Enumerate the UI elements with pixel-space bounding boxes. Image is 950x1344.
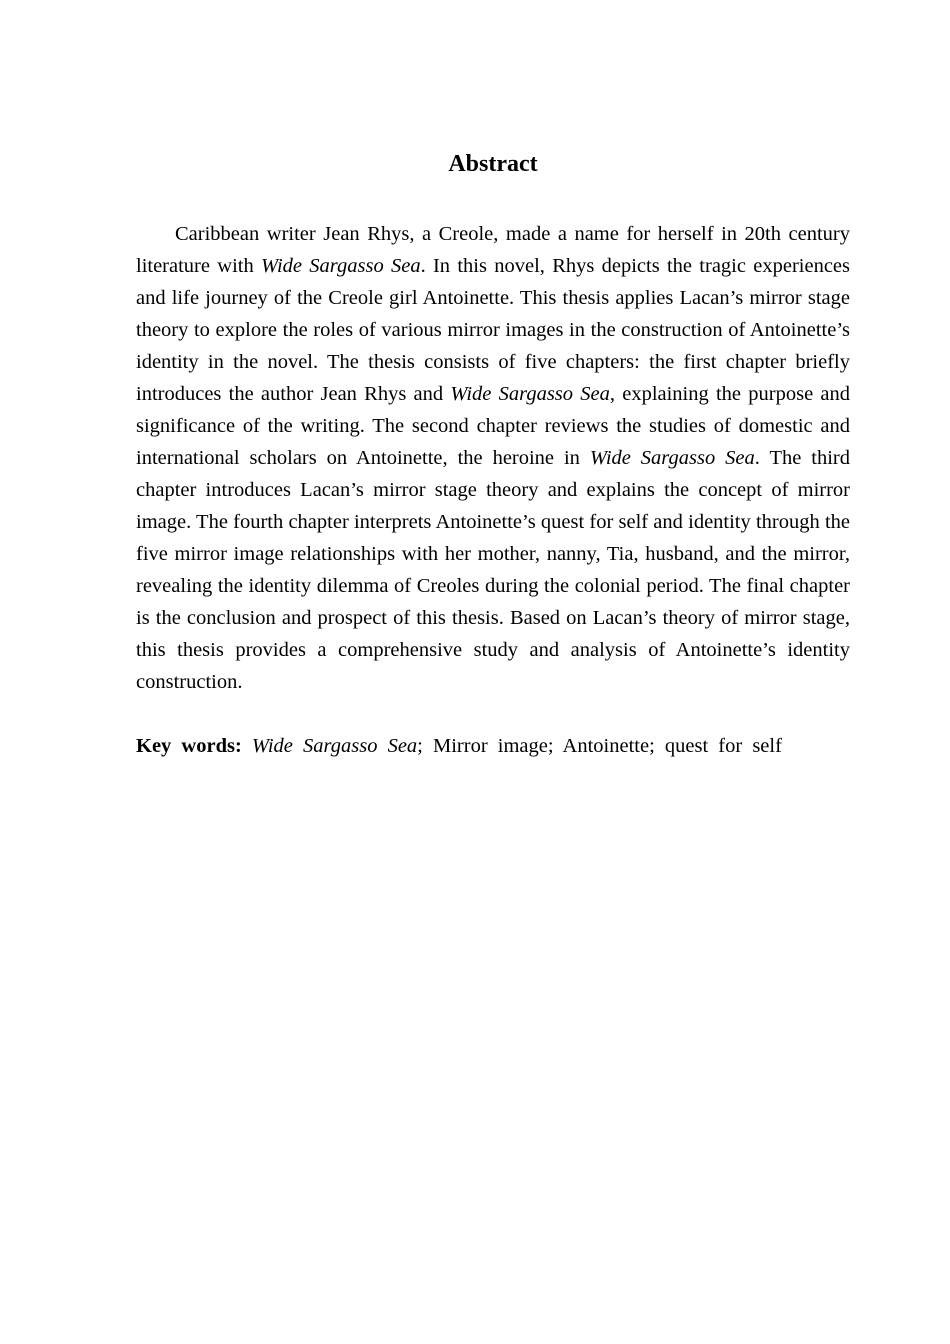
abstract-paragraph	[136, 218, 850, 698]
abstract-text-segment-3: , explaining the purpose and significance of the writing. The second chapter reviews the studies of domestic and international scholars on Antoinette, the heroine in	[136, 383, 850, 469]
abstract-title: Abstract	[448, 151, 538, 177]
abstract-text-segment-1: Caribbean writer Jean Rhys, a Creole, made a name for herself in 20th century literature with	[136, 223, 850, 277]
novel-title-1: Wide Sargasso Sea	[261, 255, 421, 277]
novel-title-3: Wide Sargasso Sea	[589, 447, 755, 469]
keywords-line	[136, 730, 850, 762]
keyword-novel-title: Wide Sargasso Sea	[251, 735, 418, 757]
keywords-rest: ; Mirror image; Antoinette; quest for self	[417, 735, 782, 757]
abstract-page	[136, 146, 850, 762]
abstract-text-segment-2: . In this novel, Rhys depicts the tragic experiences and life journey of the Creole girl Antoinette. This thesis applies Lacan’s mirror stage theory to explore the roles of various mirror images in the construction of Antoinette’s identity in the novel. The thesis consists of five chapters: the first chapter briefly introduces the author Jean Rhys and	[136, 255, 850, 405]
novel-title-2: Wide Sargasso Sea	[450, 383, 610, 405]
keywords-label: Key words:	[136, 735, 242, 757]
abstract-text-segment-4: . The third chapter introduces Lacan’s mirror stage theory and explains the concept of mirror image. The fourth chapter interprets Antoinette’s quest for self and identity through the five mirror image relationships with her mother, nanny, Tia, husband, and the mirror, revealing the identity dilemma of Creoles during the colonial period. The final chapter is the conclusion and prospect of this thesis. Based on Lacan’s theory of mirror stage, this thesis provides a comprehensive study and analysis of Antoinette’s identity construction.	[136, 447, 851, 693]
